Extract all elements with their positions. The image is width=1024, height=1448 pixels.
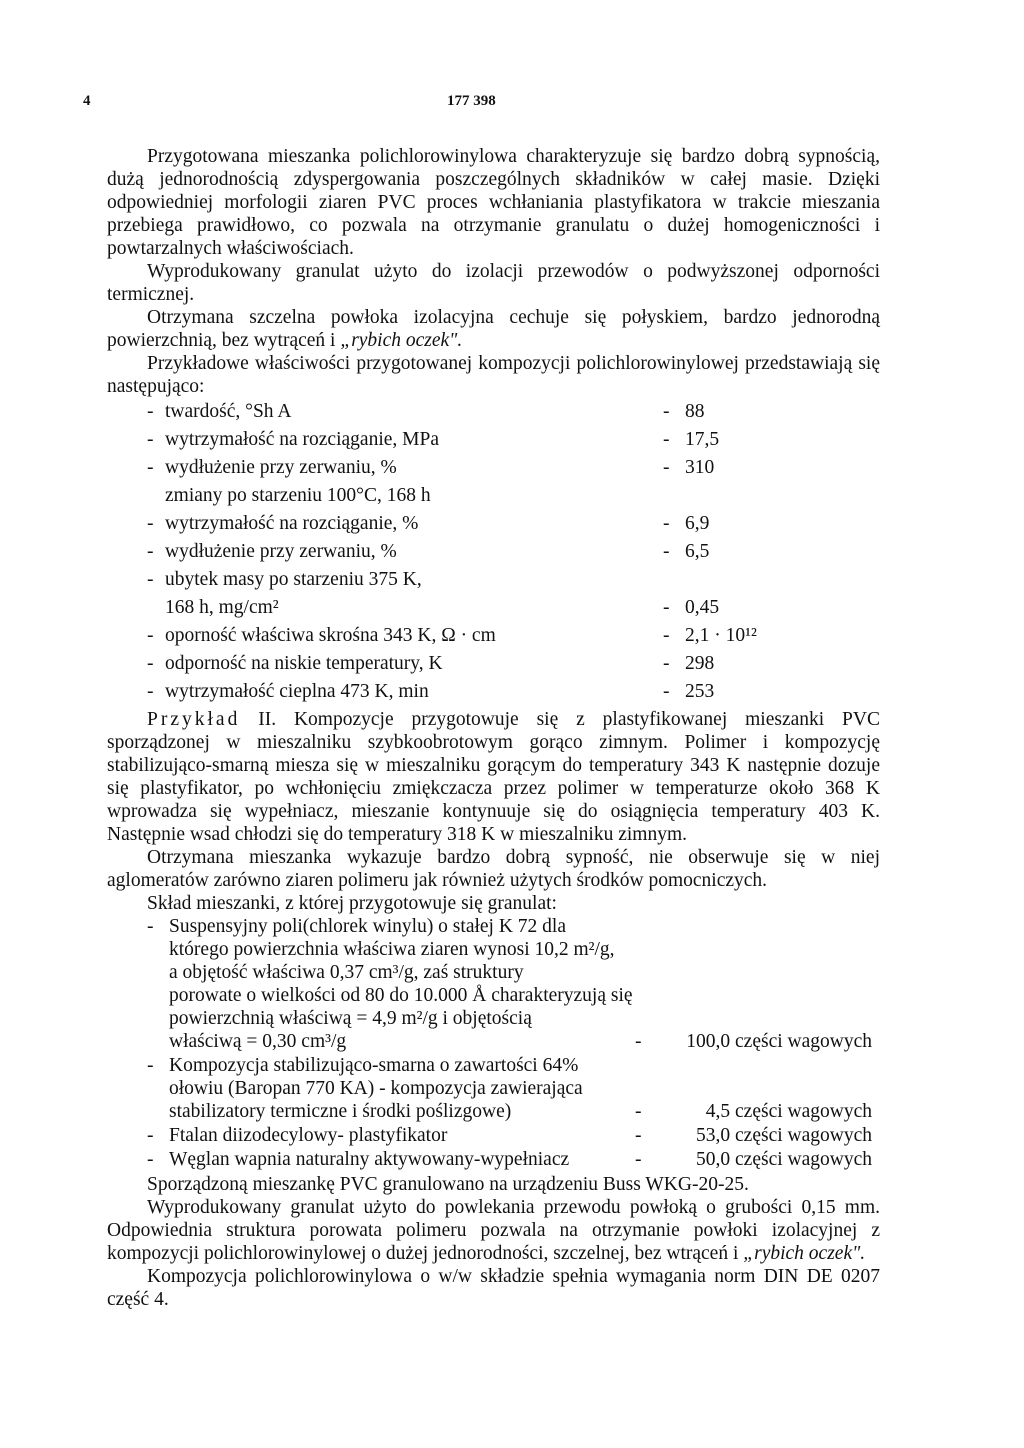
property-label: wydłużenie przy zerwaniu, % (165, 457, 397, 478)
property-label: 168 h, mg/cm² (165, 597, 279, 618)
composition-line: Ftalan diizodecylowy- plastyfikator (169, 1125, 448, 1146)
closing-coating-italic: „rybich oczek". (743, 1243, 866, 1264)
property-row (147, 512, 880, 535)
value-dash: - (663, 429, 670, 450)
paragraph-coating-text: Otrzymana szczelna powłoka izolacyjna cechuje się połyskiem, bardzo jednorodną powierzchnią, bez wytrąceń i (107, 307, 880, 351)
composition-line: ołowiu (Baropan 770 KA) - kompozycja zawierająca (169, 1078, 583, 1099)
amount-dash: - (635, 1101, 642, 1122)
paragraph-use: Wyprodukowany granulat użyto do izolacji przewodów o podwyższonej odporności termicznej. (107, 261, 880, 305)
property-label: wytrzymałość cieplna 473 K, min (165, 681, 429, 702)
property-label: wydłużenie przy zerwaniu, % (165, 541, 397, 562)
amount-dash: - (635, 1125, 642, 1146)
value-dash: - (663, 597, 670, 618)
document-body (107, 145, 880, 1311)
value-dash: - (663, 541, 670, 562)
composition-description (169, 1054, 635, 1123)
value-dash (663, 568, 685, 591)
property-row (147, 624, 880, 647)
page-number: 4 (83, 93, 91, 109)
composition-dash: - (147, 916, 154, 937)
amount-dash: - (635, 1149, 642, 1170)
composition-description (169, 1124, 635, 1147)
property-value: 2,1 · 10¹² (685, 625, 757, 646)
patent-number: 177 398 (447, 93, 496, 109)
example-2-paragraph (107, 708, 880, 846)
property-label: zmiany po starzeniu 100°C, 168 h (165, 485, 431, 506)
composition-item (147, 915, 880, 1053)
property-dash: - (147, 429, 154, 450)
property-dash (147, 484, 165, 507)
property-dash: - (147, 625, 154, 646)
property-dash: - (147, 653, 154, 674)
property-value: 88 (685, 401, 705, 422)
property-label: wytrzymałość na rozciąganie, % (165, 513, 419, 534)
value-dash: - (663, 513, 670, 534)
composition-list (147, 915, 880, 1171)
composition-dash: - (147, 1149, 154, 1170)
property-row (147, 652, 880, 675)
property-row (147, 596, 880, 619)
composition-line: Suspensyjny poli(chlorek winylu) o stałej K 72 dla (169, 916, 566, 937)
value-dash: - (663, 653, 670, 674)
composition-line: właściwą = 0,30 cm³/g (169, 1031, 347, 1052)
example-2-composition-intro: Skład mieszanki, z której przygotowuje się granulat: (147, 893, 557, 914)
property-label: odporność na niskie temperatury, K (165, 653, 443, 674)
value-dash: - (663, 401, 670, 422)
composition-description (169, 1148, 635, 1171)
property-row (147, 568, 880, 591)
property-row (147, 456, 880, 479)
composition-line: powierzchnią właściwą = 4,9 m²/g i objętością (169, 1008, 532, 1029)
value-dash: - (663, 681, 670, 702)
example-2-mixture: Otrzymana mieszanka wykazuje bardzo dobrą sypność, nie obserwuje się w niej aglomeratów zarówno ziaren polimeru jak również użytych środków pomocniczych. (107, 847, 880, 891)
property-label: wytrzymałość na rozciąganie, MPa (165, 429, 439, 450)
property-value: 0,45 (685, 597, 720, 618)
property-row (147, 540, 880, 563)
composition-amount: 53,0 części wagowych (696, 1125, 872, 1146)
paragraph-coating (107, 306, 880, 352)
composition-line: a objętość właściwa 0,37 cm³/g, zaś struktury (169, 962, 524, 983)
composition-line: stabilizatory termiczne i środki poślizgowe) (169, 1101, 512, 1122)
property-dash: - (147, 541, 154, 562)
composition-item (147, 1054, 880, 1123)
property-dash (147, 596, 165, 619)
property-row (147, 400, 880, 423)
property-label: oporność właściwa skrośna 343 K, Ω · cm (165, 625, 496, 646)
property-label: twardość, °Sh A (165, 401, 292, 422)
property-row (147, 680, 880, 703)
closing-granulation: Sporządzoną mieszankę PVC granulowano na urządzeniu Buss WKG-20-25. (147, 1174, 749, 1195)
example-text: II. Kompozycje przygotowuje się z plastyfikowanej mieszanki PVC sporządzonej w mieszalniku szybkoobrotowym gorąco zimnym. Polimer i kompozycję stabilizująco-smarną miesza się w mieszalniku gorącym do temperatury 343 K następnie dozuje się plastyfikator, po wchłonięciu zmiękczacza przez polimer w temperaturze około 368 K wprowadza się wypełniacz, mieszanie kontynuuje się do osiągnięcia temperatury 403 K. Następnie wsad chłodzi się do temperatury 318 K w mieszalniku zimnym. (107, 709, 880, 845)
composition-amount: 4,5 części wagowych (705, 1101, 872, 1122)
property-value: 17,5 (685, 429, 720, 450)
property-value: 6,9 (685, 513, 710, 534)
paragraph-intro: Przygotowana mieszanka polichlorowinylowa charakteryzuje się bardzo dobrą sypnością, dużą jednorodnością zdyspergowania poszczególnych składników w całej masie. Dzięki odpowiedniej morfologii ziaren PVC proces wchłaniania plastyfikatora w trakcie mieszania przebiega prawidłowo, co pozwala na otrzymanie granulatu o dużej homogeniczności i powtarzalnych właściwościach. (107, 146, 880, 259)
property-value: 298 (685, 653, 715, 674)
composition-item (147, 1148, 880, 1171)
composition-line: Kompozycja stabilizująco-smarna o zawartości 64% (169, 1055, 579, 1076)
property-dash: - (147, 681, 154, 702)
example-heading: Przykład (147, 709, 241, 730)
value-dash: - (663, 625, 670, 646)
composition-amount: 100,0 części wagowych (686, 1031, 872, 1052)
composition-line: Węglan wapnia naturalny aktywowany-wypełniacz (169, 1149, 570, 1170)
property-dash: - (147, 457, 154, 478)
paragraph-coating-italic: „rybich oczek". (340, 330, 463, 351)
property-dash: - (147, 569, 154, 590)
closing-coating-text: Wyprodukowany granulat użyto do powlekania przewodu powłoką o grubości 0,15 mm. Odpowiednia struktura porowata polimeru pozwala na otrzymanie powłoki izolacyjnej z kompozycji polichlorowinylowej o dużej jednorodności, szczelnej, bez wtrąceń i (107, 1197, 880, 1264)
closing-norms: Kompozycja polichlorowinylowa o w/w składzie spełnia wymagania norm DIN DE 0207 część 4. (107, 1266, 880, 1310)
property-value: 310 (685, 457, 715, 478)
property-row (147, 484, 880, 507)
paragraph-properties-intro: Przykładowe właściwości przygotowanej kompozycji polichlorowinylowej przedstawiają się następująco: (107, 353, 880, 397)
property-row (147, 428, 880, 451)
composition-line: porowate o wielkości od 80 do 10.000 Å charakteryzują się (169, 985, 633, 1006)
composition-item (147, 1124, 880, 1147)
value-dash (663, 484, 685, 507)
closing-coating (107, 1196, 880, 1265)
property-dash: - (147, 513, 154, 534)
property-value: 253 (685, 681, 715, 702)
value-dash: - (663, 457, 670, 478)
properties-list (147, 400, 880, 703)
property-value: 6,5 (685, 541, 710, 562)
composition-dash: - (147, 1055, 154, 1076)
property-label: ubytek masy po starzeniu 375 K, (165, 569, 422, 590)
composition-dash: - (147, 1125, 154, 1146)
composition-line: którego powierzchnia właściwa ziaren wynosi 10,2 m²/g, (169, 939, 615, 960)
composition-amount: 50,0 części wagowych (696, 1149, 872, 1170)
property-dash: - (147, 401, 154, 422)
composition-description (169, 915, 635, 1053)
amount-dash: - (635, 1031, 642, 1052)
